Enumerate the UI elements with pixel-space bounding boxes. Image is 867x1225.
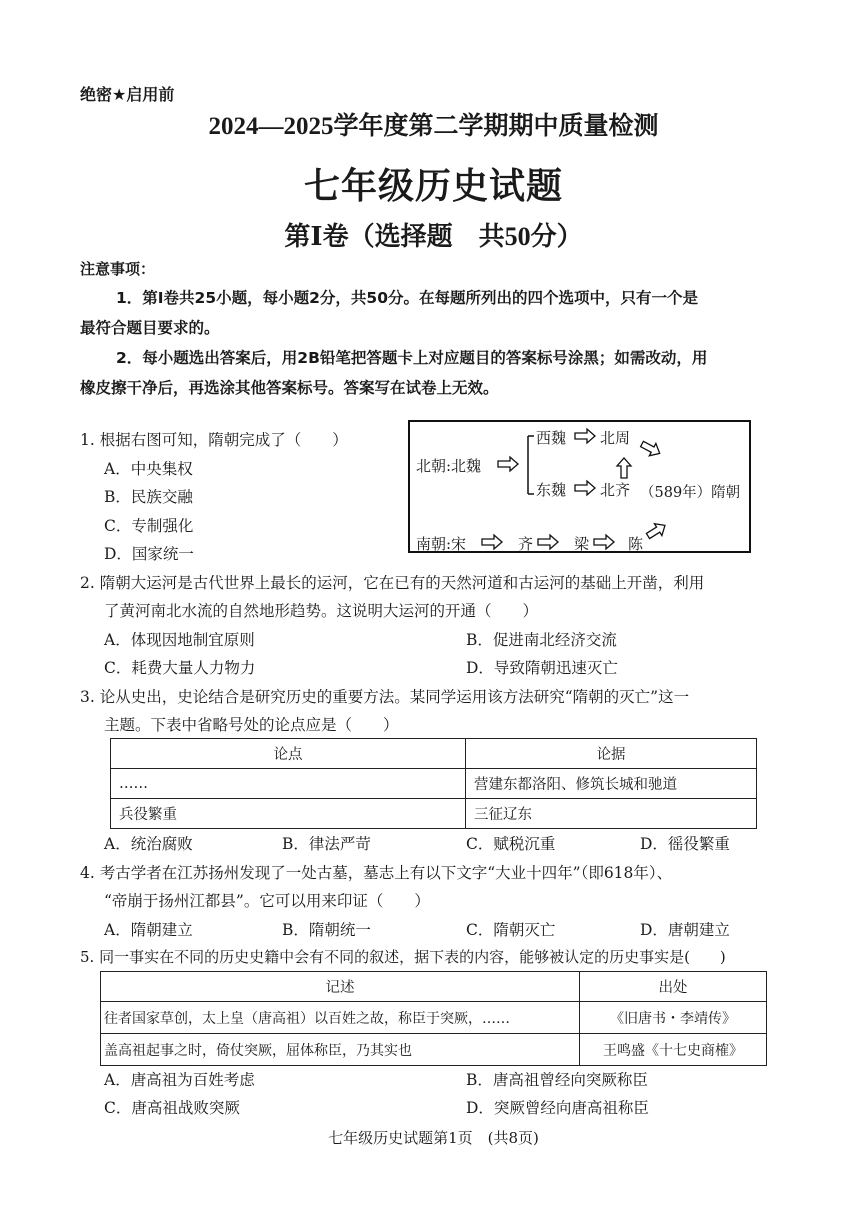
table-row [111, 769, 757, 799]
north-dynasty-label: 北朝:北魏 [416, 457, 482, 475]
notice-p1-line2: 最符合题目要求的。 [80, 319, 220, 337]
table-header-row [101, 972, 767, 1002]
arrow-icon [575, 481, 595, 495]
q5-table [100, 971, 767, 1066]
q3-option-a: A．统治腐败 [104, 835, 193, 853]
table-header: 论点 [111, 739, 466, 769]
arrow-icon [482, 535, 502, 549]
q1-option-a: A．中央集权 [104, 460, 193, 478]
q5-option-a: A．唐高祖为百姓考虑 [104, 1071, 255, 1089]
arrow-icon [644, 519, 668, 541]
dynasty-diagram [408, 420, 751, 553]
arrow-icon [594, 535, 614, 549]
arrow-icon [639, 438, 663, 460]
west-wei-label: 西魏 [536, 429, 567, 447]
table-cell: 盖高祖起事之时，倚仗突厥，屈体称臣，乃其实也 [101, 1034, 580, 1066]
q1-option-d: D．国家统一 [104, 545, 194, 563]
q5-option-c: C．唐高祖战败突厥 [104, 1099, 240, 1117]
arrow-icon [575, 429, 595, 443]
q3-option-b: B．律法严苛 [282, 835, 371, 853]
south-dynasty-label: 南朝:宋 [416, 535, 467, 553]
q3-stem-line2: 主题。下表中省略号处的论点应是（ ） [104, 716, 399, 734]
table-cell: 兵役繁重 [111, 799, 466, 829]
north-qi-label: 北齐 [600, 481, 631, 499]
sui-dynasty-label: （589年）隋朝 [640, 485, 741, 501]
table-header: 出处 [580, 972, 767, 1002]
q2-option-c: C．耗费大量人力物力 [104, 659, 256, 677]
q3-option-c: C．赋税沉重 [466, 835, 556, 853]
q2-option-b: B．促进南北经济交流 [466, 631, 617, 649]
q5-option-d: D．突厥曾经向唐高祖称臣 [466, 1099, 649, 1117]
q3-stem-line1: 3. 论从史出，史论结合是研究历史的重要方法。某同学运用该方法研究“隋朝的灭亡”这一 [80, 688, 690, 706]
table-row [111, 799, 757, 829]
north-zhou-label: 北周 [600, 429, 631, 447]
q2-stem-line1: 2. 隋朝大运河是古代世界上最长的运河，它在已有的天然河道和古运河的基础上开凿，利用 [80, 574, 705, 592]
table-cell: 往者国家草创，太上皇（唐高祖）以百姓之故，称臣于突厥，…… [101, 1002, 580, 1034]
q4-option-b: B．隋朝统一 [282, 921, 371, 939]
q3-option-d: D．徭役繁重 [640, 835, 730, 853]
liang-label: 梁 [574, 535, 590, 553]
q4-option-c: C．隋朝灭亡 [466, 921, 556, 939]
table-row [101, 1034, 767, 1066]
secret-label: 绝密★启用前 [80, 85, 175, 104]
arrow-icon [538, 535, 558, 549]
notice-p2-line2: 橡皮擦干净后，再选涂其他答案标号。答案写在试卷上无效。 [80, 379, 499, 397]
table-cell: 王鸣盛《十七史商榷》 [580, 1034, 767, 1066]
q1-option-b: B．民族交融 [104, 488, 193, 506]
notice-heading: 注意事项： [80, 260, 156, 278]
q2-option-d: D．导致隋朝迅速灭亡 [466, 659, 618, 677]
table-cell: 营建东都洛阳、修筑长城和驰道 [466, 769, 757, 799]
arrow-icon [617, 458, 631, 478]
table-cell: 《旧唐书・李靖传》 [580, 1002, 767, 1034]
q5-option-b: B．唐高祖曾经向突厥称臣 [466, 1071, 648, 1089]
table-header-row [111, 739, 757, 769]
arrow-icon [498, 457, 518, 471]
table-header: 记述 [101, 972, 580, 1002]
q5-stem: 5. 同一事实在不同的历史史籍中会有不同的叙述，据下表的内容，能够被认定的历史事实是( ) [80, 948, 726, 966]
q1-stem: 1. 根据右图可知，隋朝完成了（ ） [80, 431, 348, 449]
section-title: 第Ⅰ卷（选择题 共50分） [284, 222, 583, 251]
table-cell: …… [111, 769, 466, 799]
q4-stem-line2: “帝崩于扬州江都县”。它可以用来印证（ ） [104, 892, 430, 910]
q4-option-a: A．隋朝建立 [104, 921, 193, 939]
table-header: 论据 [466, 739, 757, 769]
q4-stem-line1: 4. 考古学者在江苏扬州发现了一处古墓，墓志上有以下文字“大业十四年”（即618年）、 [80, 864, 673, 882]
subject-title: 七年级历史试题 [303, 166, 563, 207]
q4-option-d: D．唐朝建立 [640, 921, 730, 939]
table-cell: 三征辽东 [466, 799, 757, 829]
exam-title: 2024—2025学年度第二学期期中质量检测 [208, 113, 659, 140]
q3-table [110, 738, 757, 829]
q2-option-a: A．体现因地制宜原则 [104, 631, 255, 649]
page-footer: 七年级历史试题第1页 (共8页) [328, 1129, 539, 1147]
qi-label: 齐 [518, 535, 534, 553]
notice-p1-line1: 1．第Ⅰ卷共25小题，每小题2分，共50分。在每题所列出的四个选项中，只有一个是 [116, 289, 698, 307]
table-row [101, 1002, 767, 1034]
east-wei-label: 东魏 [536, 481, 567, 499]
q2-stem-line2: 了黄河南北水流的自然地形趋势。这说明大运河的开通（ ） [104, 602, 539, 620]
notice-p2-line1: 2．每小题选出答案后，用2B铅笔把答题卡上对应题目的答案标号涂黑；如需改动，用 [116, 349, 708, 367]
q1-option-c: C．专制强化 [104, 517, 194, 535]
chen-label: 陈 [628, 535, 644, 553]
